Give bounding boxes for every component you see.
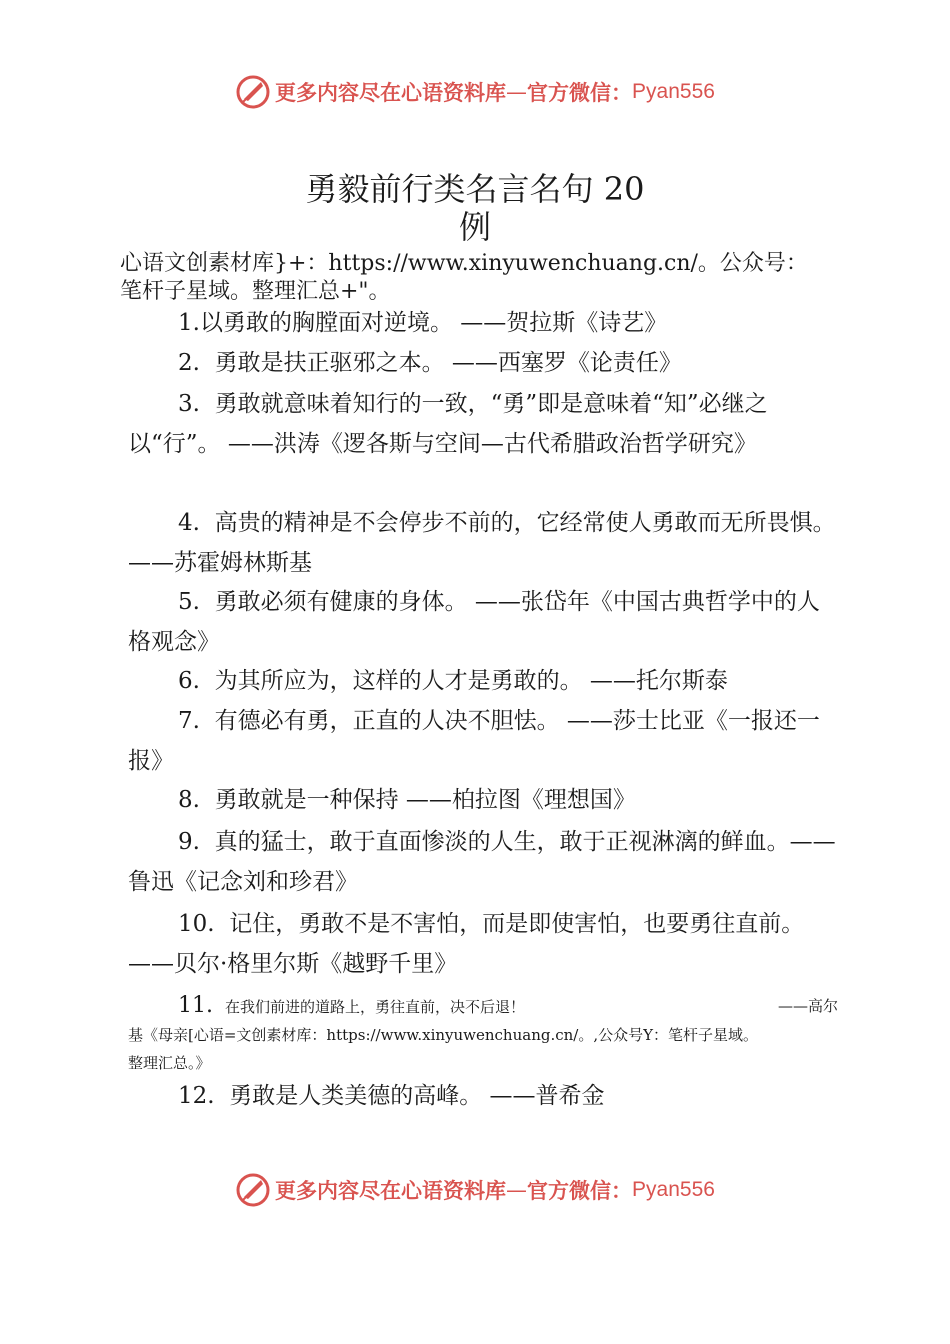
footer-banner [0,1170,950,1210]
quote-text: 为其所应为，这样的人才是勇敢的。 ——托尔斯泰 [214,668,728,694]
quote-item [128,343,838,383]
source-note-line-2: 笔杆子星域。整理汇总+"。 [120,279,391,304]
quote-number: 11. [178,993,213,1018]
quote-number: 6. [178,668,200,694]
quote-number: 7. [178,708,200,734]
quote-number: 4. [178,510,200,536]
quote-text: 勇敢必须有健康的身体。 ——张岱年《中国古典哲学中的人格观念》 [128,589,820,655]
quote-item [128,384,838,464]
header-banner [0,72,950,112]
quote-number: 3. [178,391,200,417]
banner-dash: — [506,1178,528,1202]
quote-item [128,303,838,343]
quote-item [128,780,838,820]
quote-item [128,822,838,902]
quote-attribution: ——高尔 [777,997,838,1015]
quote-text: 真的猛士，敢于直面惨淡的人生，敢于正视淋漓的鲜血。——鲁迅《记念刘和珍君》 [128,829,836,895]
banner-wechat-label: 官方微信： [527,1179,633,1203]
quote-number: 9. [178,829,200,855]
quote-text: 勇敢就是一种保持 ——柏拉图《理想国》 [214,787,636,813]
quote-number: 8. [178,787,200,813]
quote-item-11 [128,992,838,1077]
page-title [0,170,950,246]
feather-seal-icon [235,1172,271,1208]
banner-text: 更多内容尽在心语资料库 [275,1179,507,1203]
quote-item [128,701,838,781]
quote-number: 1. [178,310,200,336]
quote-item [128,582,838,662]
quote-item [128,661,838,701]
quote-text: 勇敢是扶正驱邪之本。 ——西塞罗《论责任》 [214,350,682,376]
banner-wechat-label: 官方微信： [527,81,633,105]
quote-text: 记住，勇敢不是不害怕，而是即使害怕，也要勇往直前。——贝尔·格里尔斯《越野千里》 [128,911,805,977]
banner-wechat-id: Pyan556 [632,80,715,103]
quote-text: 有德必有勇，正直的人决不胆怯。 ——莎士比亚《一报还一报》 [128,708,820,774]
quote-text: 勇敢是人类美德的高峰。 ——普希金 [229,1083,605,1109]
quote-number: 12. [178,1083,215,1109]
quote-11-line-2: 基《母亲[心语=文创素材库：https://www.xinyuwenchuang.cn/。,公众号Y：笔杆子星域。 [128,1026,759,1044]
source-note [120,250,860,306]
quote-text: 以勇敢的胸膛面对逆境。 ——贺拉斯《诗艺》 [199,310,668,336]
quote-text: 高贵的精神是不会停步不前的，它经常使人勇敢而无所畏惧。 ——苏霍姆林斯基 [128,510,836,576]
quote-item [128,904,838,984]
quote-number: 10. [178,911,215,937]
quote-11-line-3: 整理汇总。》 [128,1054,211,1072]
quote-text: 在我们前进的道路上，勇往直前，决不后退！ [225,998,526,1016]
banner-wechat-id: Pyan556 [632,1178,715,1201]
quote-11-line-1 [128,992,838,1021]
banner-dash: — [506,80,528,104]
title-line-1: 勇毅前行类名言名句 20 [305,170,645,208]
feather-seal-icon [235,74,271,110]
banner-text: 更多内容尽在心语资料库 [275,81,507,105]
quote-number: 5. [178,589,200,615]
source-note-line-1: 心语文创素材库}+：https://www.xinyuwenchuang.cn/。公众号： [120,251,808,276]
quote-item [128,503,838,583]
title-line-2: 例 [458,208,491,246]
quote-item [128,1076,838,1116]
quote-number: 2. [178,350,200,376]
quote-text: 勇敢就意味着知行的一致，“勇”即是意味着“知”必继之以“行”。 ——洪涛《逻各斯与空间—古代希腊政治哲学研究》 [128,391,768,457]
